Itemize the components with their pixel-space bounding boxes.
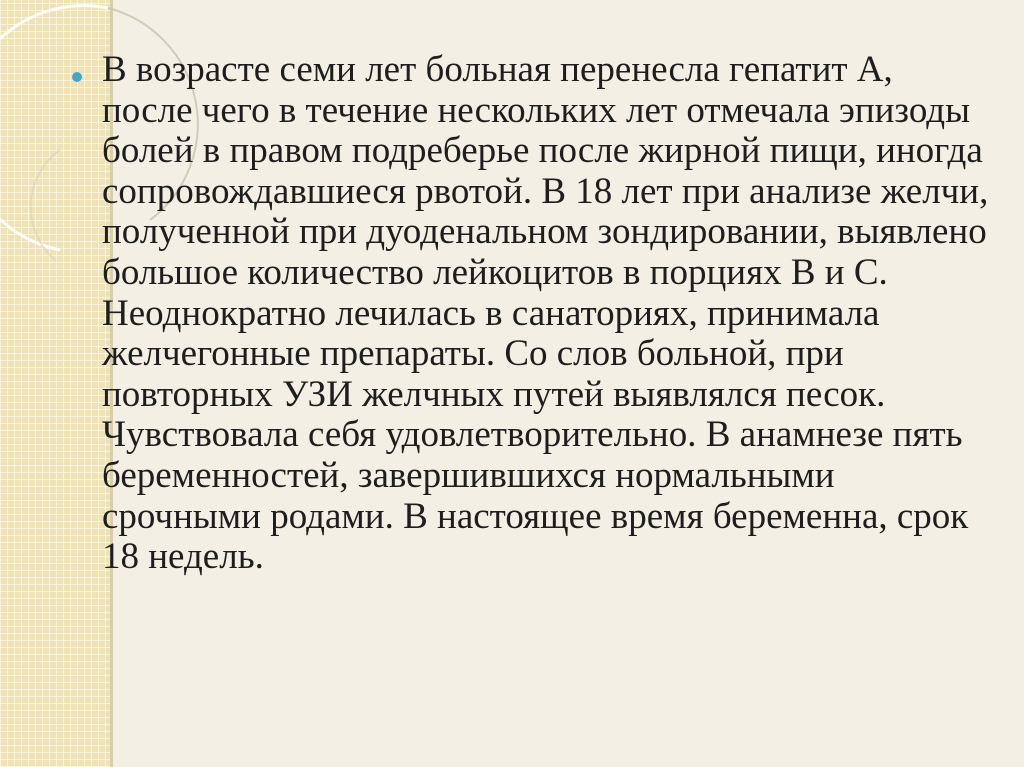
- bullet-dot-icon: [72, 72, 82, 82]
- content-area: [72, 50, 992, 578]
- body-text: В возрасте семи лет больная перенесла гепатит А, после чего в течение нескольких лет отмечала эпизоды болей в правом подреберье после жирной пищи, иногда сопровождавшиеся рвотой. В 18 лет при анализе желчи, полученной при дуоденальном зондировании, выявлено большое количество лейкоцитов в порциях В и С. Неоднократно лечилась в санаториях, принимала желчегонные препараты. Со слов больной, при повторных УЗИ желчных путей выявлялся песок. Чувствовала себя удовлетворительно. В анамнезе пять беременностей, завершившихся нормальными срочными родами. В настоящее время беременна, срок 18 недель.: [102, 49, 989, 578]
- bullet-paragraph: [72, 50, 992, 578]
